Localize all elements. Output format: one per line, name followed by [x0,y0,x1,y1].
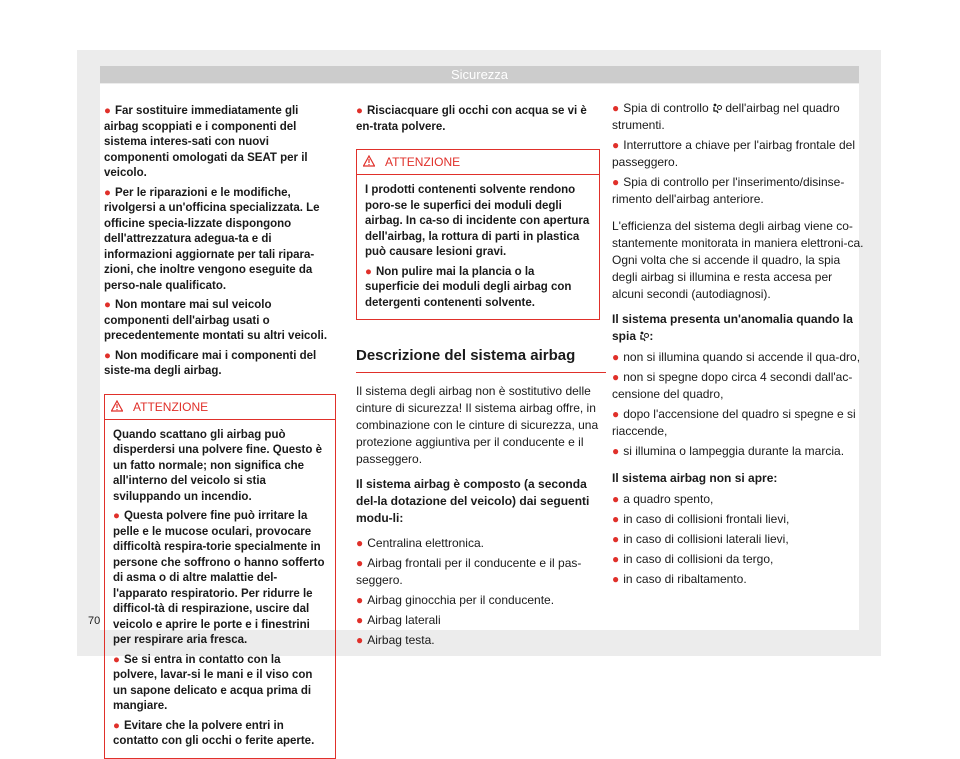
bullet-icon: ● [612,512,620,526]
bullet-icon: ● [612,407,620,421]
list-item: ● Interruttore a chiave per l'airbag frontale del passeggero. [612,138,856,169]
bullet-icon: ● [612,138,620,152]
warning-title: ATTENZIONE [133,399,209,414]
list-item: ● Non modificare mai i componenti del siste-ma degli airbag. [104,349,317,377]
warning-header [105,395,335,420]
list-item: ● dopo l'accensione del quadro si spegne e si riaccende, [612,407,856,438]
paragraph: L'efficienza del sistema degli airbag viene co-stantemente monitorata in maniera elettroni-ca. Ogni volta che si accende il quadro, la spia degli airbag si illumina e resta accesa per alcuni secondi (autodiagnosi). [612,219,864,301]
list-item: ● Non pulire mai la plancia o la superficie dei moduli degli airbag con detergenti contenenti solvente. [365,265,572,309]
list-item: ● Questa polvere fine può irritare la pelle e le mucose oculari, provocare difficoltà respira-torie specialmente in persone che soffrono o hanno sofferto di asma o di altre malattie del-l'apparato respiratorio. Per ridurre le difficol-tà di respirazione, uscire dal veicolo e aprire le porte e i finestrini per respirare aria fresca. [113,510,325,646]
list-item: ● in caso di collisioni frontali lievi, [612,512,790,526]
list-item: ● Airbag ginocchia per il conducente. [356,593,555,607]
list-item: ● a quadro spento, [612,492,714,506]
warning-intro: I prodotti contenenti solvente rendono poro-se le superfici dei moduli degli airbag. In ca-so di incidente con apertura dell'airbag, la rottura di parti in plastica può causare lesioni gravi. [365,184,590,258]
section-divider [356,372,606,373]
bullet-icon: ● [104,105,111,117]
bullet-icon: ● [356,613,364,627]
bullet-icon: ● [356,105,363,117]
column-right [612,100,864,591]
column-middle [356,104,600,652]
list-item: ● Centralina elettronica. [356,536,484,550]
list-item: ● Spia di controllo dell'airbag nel quadro strumenti. [612,101,840,132]
list-item: ● Risciacquare gli occhi con acqua se vi è en-trata polvere. [356,105,587,133]
column-left [104,104,336,759]
page-number: 70 [88,615,101,627]
bullet-icon: ● [104,186,111,199]
bullet-icon: ● [104,349,111,362]
bullet-icon: ● [612,552,620,566]
warning-intro: Quando scattano gli airbag può disperdersi una polvere fine. Questo è un fatto normale; non significa che all'interno del veicolo si stia sviluppando un incendio. [113,428,322,503]
list-item: ● Far sostituire immediatamente gli airbag scoppiati e i componenti del sistema interes-sati con nuovi componenti omologati da SEAT per il veicolo. [104,105,308,179]
paragraph: Il sistema degli airbag non è sostitutivo delle cinture di sicurezza! Il sistema airbag offre, in combinazione con le cinture di sicurezza, una protezione aggiuntiva per il conducente e il passeggero. [356,384,599,466]
bullet-icon: ● [612,492,620,506]
list-item: ● Per le riparazioni e le modifiche, rivolgersi a un'officina specializzata. Le officine specia-lizzate dispongono dell'attrezzatura adegua-ta e di informazioni aggiornate per tali ripara-zioni, che inoltre vengono eseguite da perso-nale qualificato. [104,186,320,292]
warning-triangle-icon [363,155,375,167]
bullet-icon: ● [356,633,364,647]
bullet-icon: ● [612,532,620,546]
airbag-warning-icon [712,103,722,114]
bullet-icon: ● [356,556,364,570]
warning-box [356,149,600,320]
bullet-icon: ● [612,350,620,364]
list-item: ● Airbag testa. [356,633,435,647]
list-item: ● Airbag frontali per il conducente e il pas-seggero. [356,556,582,587]
list-item: ● non si spegne dopo circa 4 secondi dall'ac-censione del quadro, [612,370,853,401]
warning-box [104,394,336,759]
paragraph-heading: Il sistema airbag non si apre: [612,471,778,485]
list-item: ● Non montare mai sul veicolo componenti dell'airbag usati o precedentemente montati su altri veicoli. [104,299,328,342]
bullet-icon: ● [612,572,620,586]
bullet-icon: ● [612,370,620,384]
list-item: ● in caso di collisioni da tergo, [612,552,774,566]
bullet-icon: ● [612,444,620,458]
bullet-icon: ● [612,101,620,115]
section-header: Sicurezza [100,66,859,83]
bullet-icon: ● [104,299,111,311]
section [356,346,600,649]
bullet-icon: ● [356,536,364,550]
bullet-icon: ● [113,719,120,732]
bullet-icon: ● [365,265,372,278]
paragraph-heading: Il sistema presenta un'anomalia quando la spia : [612,312,853,343]
section-title: Descrizione del sistema airbag [356,347,576,364]
warning-body [105,420,335,758]
bullet-icon: ● [356,593,364,607]
bullet-icon: ● [612,175,620,189]
paragraph-heading: Il sistema airbag è composto (a seconda del-la dotazione del veicolo) dai seguenti modu-li: [356,477,590,525]
warning-body [357,175,599,319]
list-item: ● in caso di collisioni laterali lievi, [612,532,789,546]
list-item: ● Airbag laterali [356,613,441,627]
list-item: ● Spia di controllo per l'inserimento/disinse-rimento dell'airbag anteriore. [612,175,845,206]
warning-header [357,150,599,175]
list-item: ● non si illumina quando si accende il qua-dro, [612,350,861,364]
bullet-icon: ● [113,510,120,522]
warning-triangle-icon [111,400,123,412]
list-item: ● Se si entra in contatto con la polvere, lavar-si le mani e il viso con un sapone delicato e acqua prima di mangiare. [113,653,313,712]
list-item: ● in caso di ribaltamento. [612,572,747,586]
bullet-icon: ● [113,653,120,666]
list-item: ● Evitare che la polvere entri in contatto con gli occhi o ferite aperte. [113,719,315,747]
airbag-warning-icon [639,331,649,342]
list-item: ● si illumina o lampeggia durante la marcia. [612,444,845,458]
warning-title: ATTENZIONE [385,155,461,169]
